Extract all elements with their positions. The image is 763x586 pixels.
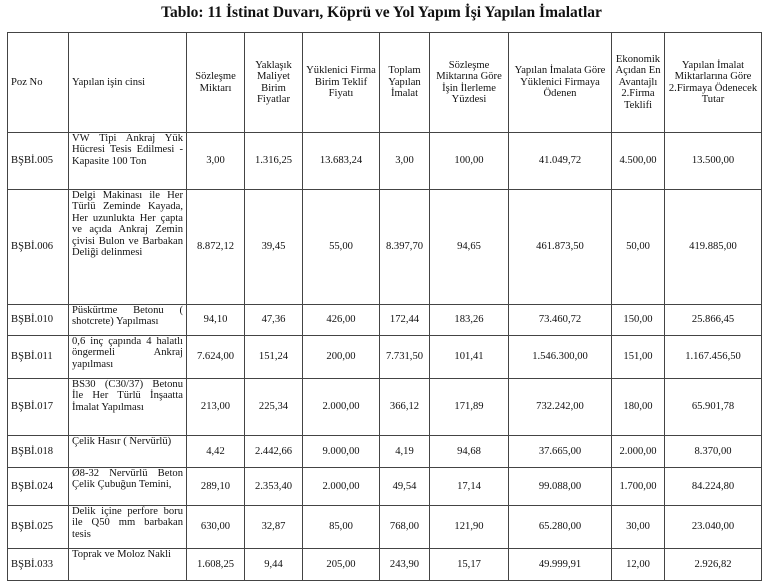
value-cell: 101,41: [430, 336, 509, 379]
value-cell: 65.280,00: [509, 506, 612, 549]
value-cell: 9.000,00: [303, 436, 380, 468]
value-cell: 100,00: [430, 133, 509, 190]
value-cell: 99.088,00: [509, 468, 612, 506]
value-cell: 200,00: [303, 336, 380, 379]
header-yuklenici-teklif: Yüklenici Firma Birim Teklif Fiyatı: [303, 33, 380, 133]
table-row: [8, 190, 762, 305]
value-cell: 94,68: [430, 436, 509, 468]
value-cell: 41.049,72: [509, 133, 612, 190]
value-cell: 4.500,00: [612, 133, 665, 190]
poz-no-cell: BŞBİ.006: [8, 190, 69, 305]
value-cell: 630,00: [187, 506, 245, 549]
table-row: [8, 468, 762, 506]
value-cell: 39,45: [245, 190, 303, 305]
value-cell: 180,00: [612, 379, 665, 436]
value-cell: 9,44: [245, 549, 303, 581]
table-row: [8, 133, 762, 190]
poz-no-cell: BŞBİ.018: [8, 436, 69, 468]
value-cell: 213,00: [187, 379, 245, 436]
value-cell: 7.624,00: [187, 336, 245, 379]
value-cell: 1.608,25: [187, 549, 245, 581]
value-cell: 49,54: [380, 468, 430, 506]
value-cell: 2.000,00: [612, 436, 665, 468]
value-cell: 2.353,40: [245, 468, 303, 506]
header-sozlesme-miktari: Sözleşme Miktarı: [187, 33, 245, 133]
value-cell: 2.442,66: [245, 436, 303, 468]
description-cell: Ø8-32 Nervürlü Beton Çelik Çubuğun Temini,: [69, 468, 187, 506]
poz-no-cell: BŞBİ.025: [8, 506, 69, 549]
value-cell: 50,00: [612, 190, 665, 305]
table-row: [8, 549, 762, 581]
value-cell: 65.901,78: [665, 379, 762, 436]
value-cell: 94,65: [430, 190, 509, 305]
value-cell: 2.926,82: [665, 549, 762, 581]
poz-no-cell: BŞBİ.024: [8, 468, 69, 506]
value-cell: 171,89: [430, 379, 509, 436]
header-row: [8, 33, 762, 133]
value-cell: 12,00: [612, 549, 665, 581]
value-cell: 47,36: [245, 305, 303, 336]
header-toplam-imalat: Toplam Yapılan İmalat: [380, 33, 430, 133]
value-cell: 84.224,80: [665, 468, 762, 506]
value-cell: 243,90: [380, 549, 430, 581]
value-cell: 1.546.300,00: [509, 336, 612, 379]
value-cell: 7.731,50: [380, 336, 430, 379]
value-cell: 13.683,24: [303, 133, 380, 190]
description-cell: Püskürtme Betonu ( shotcrete) Yapılması: [69, 305, 187, 336]
poz-no-cell: BŞBİ.005: [8, 133, 69, 190]
table-row: [8, 436, 762, 468]
header-ilerleme-yuzdesi: Sözleşme Miktarına Göre İşin İlerleme Yüzdesi: [430, 33, 509, 133]
value-cell: 366,12: [380, 379, 430, 436]
value-cell: 3,00: [380, 133, 430, 190]
value-cell: 151,00: [612, 336, 665, 379]
value-cell: 121,90: [430, 506, 509, 549]
value-cell: 183,26: [430, 305, 509, 336]
poz-no-cell: BŞBİ.011: [8, 336, 69, 379]
header-ikinci-firma-teklifi: Ekonomik Açıdan En Avantajlı 2.Firma Teklifi: [612, 33, 665, 133]
value-cell: 25.866,45: [665, 305, 762, 336]
description-cell: Delik içine perfore boru ile Q50 mm barbakan tesis: [69, 506, 187, 549]
header-yukleniciye-odenen: Yapılan İmalata Göre Yüklenici Firmaya Ödenen: [509, 33, 612, 133]
value-cell: 49.999,91: [509, 549, 612, 581]
value-cell: 4,42: [187, 436, 245, 468]
description-cell: Toprak ve Moloz Nakli: [69, 549, 187, 581]
value-cell: 205,00: [303, 549, 380, 581]
poz-no-cell: BŞBİ.033: [8, 549, 69, 581]
value-cell: 2.000,00: [303, 379, 380, 436]
table-row: [8, 506, 762, 549]
value-cell: 289,10: [187, 468, 245, 506]
header-yaklasik-maliyet: Yaklaşık Maliyet Birim Fiyatlar: [245, 33, 303, 133]
header-poz-no: Poz No: [8, 33, 69, 133]
value-cell: 30,00: [612, 506, 665, 549]
value-cell: 55,00: [303, 190, 380, 305]
value-cell: 3,00: [187, 133, 245, 190]
header-is-cinsi: Yapılan işin cinsi: [69, 33, 187, 133]
value-cell: 1.167.456,50: [665, 336, 762, 379]
value-cell: 94,10: [187, 305, 245, 336]
value-cell: 8.370,00: [665, 436, 762, 468]
value-cell: 419.885,00: [665, 190, 762, 305]
table-row: [8, 305, 762, 336]
value-cell: 32,87: [245, 506, 303, 549]
value-cell: 23.040,00: [665, 506, 762, 549]
value-cell: 151,24: [245, 336, 303, 379]
value-cell: 768,00: [380, 506, 430, 549]
description-cell: BS30 (C30/37) Betonu İle Her Türlü İnşaatta İmalat Yapılması: [69, 379, 187, 436]
description-cell: 0,6 inç çapında 4 halatlı öngermeli Ankraj yapılması: [69, 336, 187, 379]
table-row: [8, 379, 762, 436]
description-cell: Delgi Makinası ile Her Türlü Zeminde Kayada, Her uzunlukta Her çapta ve açıda Ankraj Zemin çivisi Bulon ve Barbakan Deliği delinmesi: [69, 190, 187, 305]
value-cell: 15,17: [430, 549, 509, 581]
value-cell: 225,34: [245, 379, 303, 436]
header-ikinci-firmaya-odenecek: Yapılan İmalat Miktarlarına Göre 2.Firmaya Ödenecek Tutar: [665, 33, 762, 133]
value-cell: 172,44: [380, 305, 430, 336]
description-cell: VW Tipi Ankraj Yük Hücresi Tesis Edilmesi - Kapasite 100 Ton: [69, 133, 187, 190]
value-cell: 13.500,00: [665, 133, 762, 190]
value-cell: 73.460,72: [509, 305, 612, 336]
poz-no-cell: BŞBİ.010: [8, 305, 69, 336]
value-cell: 732.242,00: [509, 379, 612, 436]
value-cell: 85,00: [303, 506, 380, 549]
value-cell: 2.000,00: [303, 468, 380, 506]
imalat-table: [7, 32, 762, 581]
poz-no-cell: BŞBİ.017: [8, 379, 69, 436]
value-cell: 150,00: [612, 305, 665, 336]
value-cell: 1.700,00: [612, 468, 665, 506]
value-cell: 17,14: [430, 468, 509, 506]
value-cell: 461.873,50: [509, 190, 612, 305]
value-cell: 4,19: [380, 436, 430, 468]
table-title: Tablo: 11 İstinat Duvarı, Köprü ve Yol Yapım İşi Yapılan İmalatlar: [161, 4, 602, 21]
table-row: [8, 336, 762, 379]
value-cell: 37.665,00: [509, 436, 612, 468]
value-cell: 8.397,70: [380, 190, 430, 305]
value-cell: 8.872,12: [187, 190, 245, 305]
value-cell: 1.316,25: [245, 133, 303, 190]
value-cell: 426,00: [303, 305, 380, 336]
description-cell: Çelik Hasır ( Nervürlü): [69, 436, 187, 468]
